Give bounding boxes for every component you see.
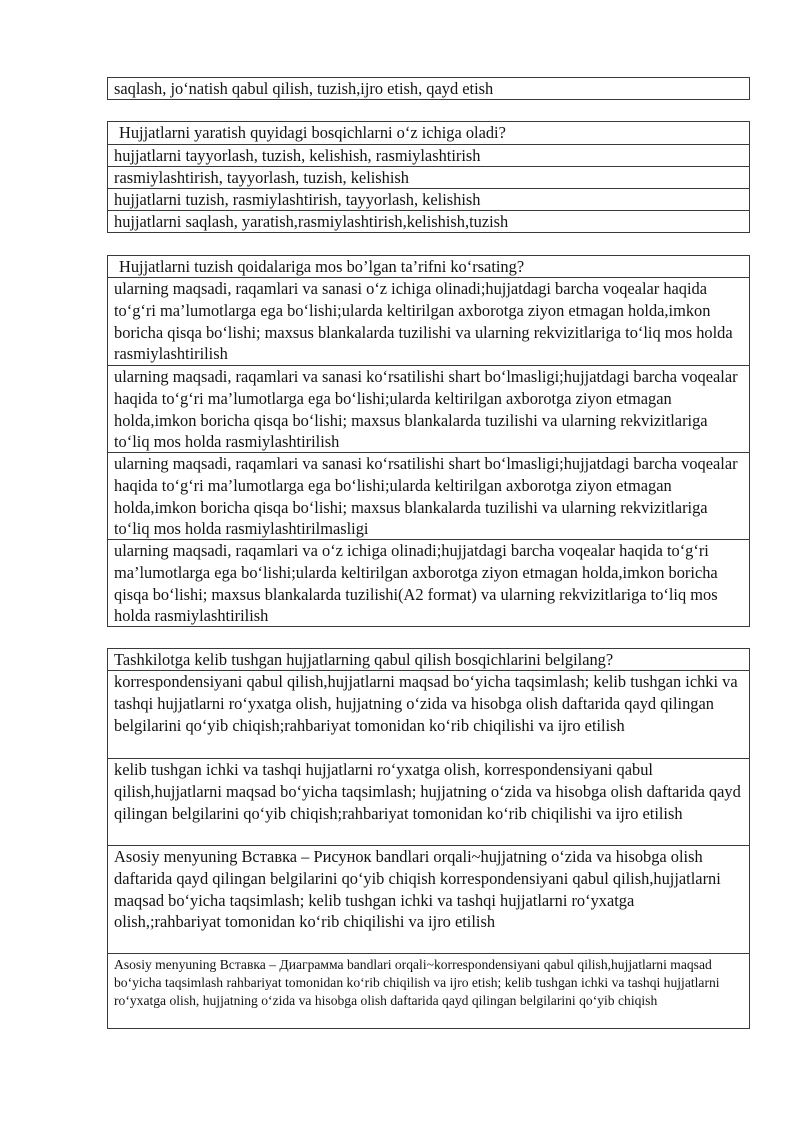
answer-row: saqlash, jo‘natish qabul qilish, tuzish,ijro etish, qayd etish <box>108 78 749 100</box>
question-table-4 <box>107 648 750 1029</box>
answer-option: hujjatlarni tuzish, rasmiylashtirish, tayyorlash, kelishish <box>108 189 749 211</box>
question-table-2 <box>107 121 750 233</box>
answer-option: hujjatlarni saqlash, yaratish,rasmiylashtirish,kelishish,tuzish <box>108 211 749 233</box>
question-table-3 <box>107 255 750 627</box>
answer-option: Asosiy menyuning Вставка – Диаграмма bandlari orqali~korrespondensiyani qabul qilish,hujjatlarni maqsad bo‘yicha taqsimlash rahbariyat tomonidan ko‘rib chiqilish va ijro etish; kelib tushgan ichki va tashqi hujjatlarni ro‘yxatga olish, hujjatning o‘zida va hisobga olish daftarida qayd qilingan belgilarini qo‘yib chiqish <box>108 954 749 1029</box>
question-text: Hujjatlarni tuzish qoidalariga mos bo’lgan ta’rifni ko‘rsating? <box>108 256 749 278</box>
answer-option: ularning maqsadi, raqamlari va o‘z ichiga olinadi;hujjatdagi barcha voqealar haqida to‘g‘ri ma’lumotlarga ega bo‘lishi;ularda keltirilgan axborotga ziyon etmagan holda,imkon boricha qisqa bo‘lishi; maxsus blankalarda tuzilishi(A2 format) va ularning rekvizitlariga to‘liq mos holda rasmiylashtirilish <box>108 540 749 627</box>
answer-table-1 <box>107 77 750 100</box>
question-text: Tashkilotga kelib tushgan hujjatlarning qabul qilish bosqichlarini belgilang? <box>108 649 749 671</box>
answer-option: ularning maqsadi, raqamlari va sanasi o‘z ichiga olinadi;hujjatdagi barcha voqealar haqida to‘g‘ri ma’lumotlarga ega bo‘lishi;ularda keltirilgan axborotga ziyon etmagan holda,imkon boricha qisqa bo‘lishi; maxsus blankalarda tuzilishi va ularning rekvizitlariga to‘liq mos holda rasmiylashtirilish <box>108 278 749 366</box>
answer-option: korrespondensiyani qabul qilish,hujjatlarni maqsad bo‘yicha taqsimlash; kelib tushgan ichki va tashqi hujjatlarni ro‘yxatga olish, hujjatning o‘zida va hisobga olish daftarida qayd qilingan belgilarini qo‘yib chiqish;rahbariyat tomonidan ko‘rib chiqilishi va ijro etilish <box>108 671 749 759</box>
question-text: Hujjatlarni yaratish quyidagi bosqichlarni o‘z ichiga oladi? <box>108 122 749 145</box>
answer-option: rasmiylashtirish, tayyorlash, tuzish, kelishish <box>108 167 749 189</box>
answer-option: kelib tushgan ichki va tashqi hujjatlarni ro‘yxatga olish, korrespondensiyani qabul qilish,hujjatlarni maqsad bo‘yicha taqsimlash; hujjatning o‘zida va hisobga olish daftarida qayd qilingan belgilarini qo‘yib chiqish;rahbariyat tomonidan ko‘rib chiqilishi va ijro etilish <box>108 759 749 846</box>
answer-option: hujjatlarni tayyorlash, tuzish, kelishish, rasmiylashtirish <box>108 145 749 167</box>
answer-option: Asosiy menyuning Вставка – Рисунок bandlari orqali~hujjatning o‘zida va hisobga olish daftarida qayd qilingan belgilarini qo‘yib chiqish korrespondensiyani qabul qilish,hujjatlarni maqsad bo‘yicha taqsimlash; kelib tushgan ichki va tashqi hujjatlarni ro‘yxatga olish,;rahbariyat tomonidan ko‘rib chiqilishi va ijro etilish <box>108 846 749 954</box>
answer-option: ularning maqsadi, raqamlari va sanasi ko‘rsatilishi shart bo‘lmasligi;hujjatdagi barcha voqealar haqida to‘g‘ri ma’lumotlarga ega bo‘lishi;ularda keltirilgan axborotga ziyon etmagan holda,imkon boricha qisqa bo‘lishi; maxsus blankalarda tuzilishi va ularning rekvizitlariga to‘liq mos holda rasmiylashtirilmasligi <box>108 453 749 540</box>
answer-option: ularning maqsadi, raqamlari va sanasi ko‘rsatilishi shart bo‘lmasligi;hujjatdagi barcha voqealar haqida to‘g‘ri ma’lumotlarga ega bo‘lishi;ularda keltirilgan axborotga ziyon etmagan holda,imkon boricha qisqa bo‘lishi; maxsus blankalarda tuzilishi va ularning rekvizitlariga to‘liq mos holda rasmiylashtirilish <box>108 366 749 453</box>
